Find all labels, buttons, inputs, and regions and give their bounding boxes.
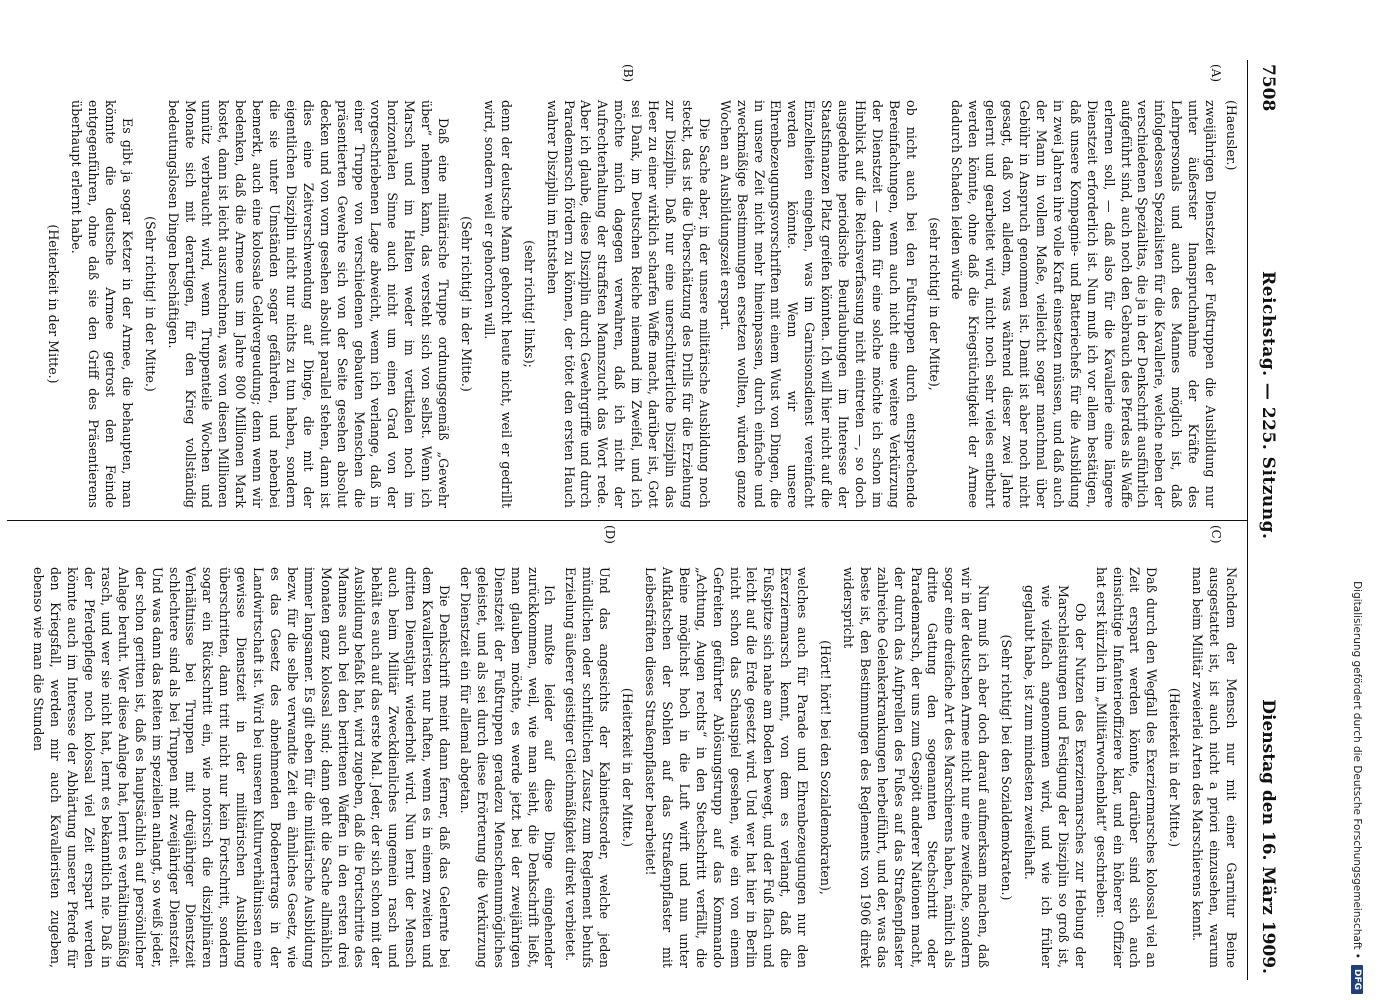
quotation: Ob der Nutzen des Exerziermarsches zur Hebung der Marschleistungen und Festigung der Disziplin so groß ist, wie vielfach angenommen wird, und wie ich früher geglaubt habe, ist zum mindesten zweifelhaft. [1022,585,1088,968]
margin-marker-b: (B) [621,64,635,83]
interjection: (sehr richtig! in der Mitte), [926,217,942,391]
paragraph: Daß eine militärische Truppe ordnungsgemäß „Gewehr über“ nehmen kann, das versteht sich von selbst. Wenn ich Marsch und im Halten weder im vertikalen noch im horizontalen Sinne auch nicht um einen Grad von der vorgeschriebenen Lage abweicht, wenn ich verlange, daß in einer Truppe von verschiedenen gebauten Menschen die präsentierten Gewehre sich von der Seite gesehen absolut decken und von vorn gesehen absolut parallel stehen, dann ist dies eine Zeitverschwendung auf Dinge, die mit der eigentlichen Disziplin nicht nur nichts zu tun haben, sondern die sie unter Umständen sogar gefährden, und nebenbei bemerkt, auch eine kolossale Geldvergeudung; denn wenn wir bedenken, daß die Armee uns im Jahre 800 Millionen Mark kostet, dann ist leicht auszurechnen, was von diesen Millionen unnütz verbraucht wird, wenn Truppenteile Wochen und Monate sich mit derartigen, für den Krieg vollständig bedeutungslosen Dingen beschäftigen. [165,100,452,508]
paragraph: ob nicht auch bei den Fußtruppen durch entsprechende Bereinfachungen, wenn auch nicht eine weitere Verkürzung der Dienstzeit — denn für eine solche möchte ich schon im Hinblick auf die Reichsverfassung nicht eintreten —, so doch ausgedehnte periodische Beurlaubungen im Interesse der Staatsfinanzen Platz greifen könnten. Ich will hier nicht auf die Einzelheiten eingehen, was im Garnisonsdienst vereinfacht werden könnte. Wenn wir unsere Ehrenbezeugungsvorschriften mit einem Wust von Dingen, die in unsere Zeit nicht mehr hineinpassen, durch einfache und zweckmäßige Bestimmungen ersetzen wollten, würden ganze Wochen an Ausbildungszeit erspart. [717,100,919,508]
interjection: (Sehr richtig! bei den Sozialdemokraten.) [999,634,1015,901]
margin-marker-c: (C) [1209,525,1223,544]
paragraph: denn der deutsche Mann gehorcht heute nicht, weil er gedrillt wird, sondern weil er gehorchen will. [481,100,514,508]
page-date: Dienstag den 16. März 1909. [1258,699,1278,974]
paragraph: Es gibt ja sogar Ketzer in der Armee, die behaupten, man könnte die deutsche Armee getrost den Feinde entgegenführen, ohne daß sie den Griff des Präsentierens überhaupt erlernt habe. [69,100,135,508]
right-column [7,520,1247,980]
page-title: Reichstag. — 225. Sitzung. [1258,271,1278,540]
paragraph: welches auch für Parade und Ehrenbezeugungen nur den Exerziermarsch kennt, von dem es verlangt, daß die Fußspitze sich nahe am Boden bewegt, und der Fuß flach und leicht auf die Erde gesetzt wird. Und wer hat hier in Berlin nicht schon das Schauspiel gesehen, wie ein von einem Gefreiten geführter Ablösungstrupp auf das Kommando „Achtung, Augen rechts“ in den Stechschritt verfällt, die Beine möglichst hoch in die Luft wirft und nun unter Aufklatschen der Sohlen auf das Straßenpflaster mit Leibesfräften dieses Straßenpflaster bearbeitet! [643,567,811,968]
interjection: (sehr richtig! links); [521,240,537,368]
speaker-name: (Haeusler.) [1224,100,1239,171]
margin-marker-d: (D) [603,525,617,544]
paragraph: Nun muß ich aber doch darauf aufmerksam machen, daß wir in der deutschen Armee nicht nur eine zweifache, sondern sogar eine dreifache Art des Marschierens haben, nämlich als dritte Gattung den sogenannten Stechschritt oder Parademarsch, der uns zum Gespött anderer Nationen macht, der durch das Aufprellen des Fußes auf das Straßenpflaster zahlreiche Gelenkerkrankungen herbeiführt, und der, was das beste ist, den Bestimmungen des Reglements von 1906 direkt widerspricht [840,567,992,968]
document-page [10,0,1330,1000]
interjection: (Hört! hört! bei den Sozialdemokraten), [818,640,834,895]
credit-text: Digitalisierung gefördert durch die Deutsche Forschungsgemeinschaft • [1351,581,1363,959]
margin-marker-a: (A) [1209,64,1223,83]
dfg-logo: DFG [1351,965,1363,994]
paragraph: Daß durch den Wegfall des Exerziermarsches kolossal viel an Zeit erspart werden könnte, darüber sind sich auch einsichtige Infanterieoffiziere klar, und ein höherer Offizier hat erst kürzlich im „Militärwochenblatt“ geschrieben: [1093,567,1160,968]
interjection: (Sehr richtig! in der Mitte.) [459,216,475,392]
page-number: 7508 [1258,64,1278,112]
paragraph: Und das angesichts der Kabinettsorder, welche jeden mündlichen oder schriftlichen Zusatz zum Reglement behufs Erzielung äußerer geistiger Gleichmäßigkeit direkt verbietet. [563,567,613,968]
left-column [7,60,1247,520]
interjection: (Heiterkeit in der Mitte.) [1167,687,1183,848]
paragraph: Die Denkschrift meint dann ferner, daß das Gelernte bei dem Kavalleristen nur haften, wenn es in einem zweiten und dritten Dienstjahr wiederholt wird. Nun lernt der Mensch auch beim Militär Zweckdienliches ungemein rasch und behält es auch auf das erste Mal. Jeder, der sich schon mit der Ausbildung befaßt hat, wird zugeben, daß die Fortschritte des Mannes auch bei den berittenen Waffen in den ersten drei Monaten ganz kolossal sind; dann geht die Sache allmählich immer langsamer. Es gilt eben für die militärische Ausbildung bezw. für die selbe verwandte Zeit ein ähnliches Gesetz, wie es das Gesetz des abnehmenden Bodenertrags in der Landwirtschaft ist. Wird bei unseren Kulturverhältnissen eine gewisse Dienstzeit in der militärischen Ausbildung überschritten, dann tritt nicht nur kein Fortschritt, sondern sogar ein Rückschritt ein, wie notorisch die disziplinären Verhältnisse bei Truppen mit dreijähriger Dienstzeit schlechtere sind als bei Truppen mit zweijähriger Dienstzeit. Und was dann das Reiten im speziellen anlangt, so weiß jeder, der schon geritten ist, daß es hauptsächlich auf persönlicher Anlage beruht. Wer diese Anlage hat, lernt es verhältnismäßig rasch, und wer sie nicht hat, lernt es bekanntlich nie. Daß in der Pferdepflege noch kolossal viel Zeit erspart werden könnte auch im Interesse der Abhärtung unserer Pferde für den Kriegsfall, werden mir auch Kavalleristen zugeben, ebenso wie man die Stunden [31,567,453,968]
interjection: (Sehr richtig! in der Mitte.) [142,216,158,392]
interjection: (Heiterkeit in der Mitte.) [46,224,62,384]
page-header [1247,60,1278,980]
digitization-credit [1344,6,1370,994]
interjection: (Heiterkeit in der Mitte.) [620,687,636,848]
paragraph: zweijährigen Dienstzeit der Fußtruppen die Ausbildung nur unter äußerster Inanspruchnahme der Kräfte des Lehrpersonals und auch des Mannes möglich ist, daß infolgedessen Spezialisten für die Kavallerie, welche neben der verschiedenen Spezialitas, die ja in der Denkschrift ausführlich aufgeführt sind, auch noch den Gebrauch des Pferdes als Waffe erlernen soll, — daß also für die Kavallerie eine längere Dienstzeit erforderlich ist. Nun muß ich vor allem bestätigen, daß unsere Kompagnie- und Batteriechefs für die Ausbildung in zwei Jahren ihre volle Kraft einsetzen müssen, und daß auch der Mann in vollem Maße, vielleicht sogar manchmal über Gebühr in Anspruch genommen ist. Damit ist aber noch nicht gesagt, daß von alledem, was während dieser zwei Jahre gelernt und gearbeitet wird, nicht noch sehr vieles entbehrt werden könnte, ohne daß die Kriegstüchtigkeit der Armee dadurch Schaden leiden würde [949,100,1219,508]
paragraph: Die Sache aber, in der unsere militärische Ausbildung noch steckt, das ist die Überschätzung des Drills für die Erziehung zur Disziplin. Daß nur eine unerschütterliche Disziplin das Heer zu einer wirklich scharfen Waffe macht, darüber ist, Gott sei Dank, im Deutschen Reiche niemand im Zweifel, und ich möchte mich dagegen verwahren, daß ich nicht der Aufrechterhaltung der straffsten Mannszucht das Wort rede. Aber ich glaube, diese Disziplin durch Gewehrgriffe und durch Parademarsch fördern zu können, der tötet den ersten Hauch wahrer Disziplin im Entstehen [544,100,712,508]
paragraph: Nachdem der Mensch nur mit einer Garnitur Beine ausgestattet ist, ist auch nicht a priori einzusehen, warum man beim Militär zweierlei Arten des Marschierens kennt. [1190,567,1239,968]
paragraph: Ich mußte leider auf diese Dinge eingehender zurückkommen, weil, wie man sieht, die Denkschrift ließt, man glauben möchte, es werde jetzt bei der zweijährigen Dienstzeit der Fußtruppen geradezu Menschenunmögliches geleistet, und als sei durch diese Erörterung die Verkürzung der Dienstzeit ein für allemal abgetan. [457,567,558,968]
